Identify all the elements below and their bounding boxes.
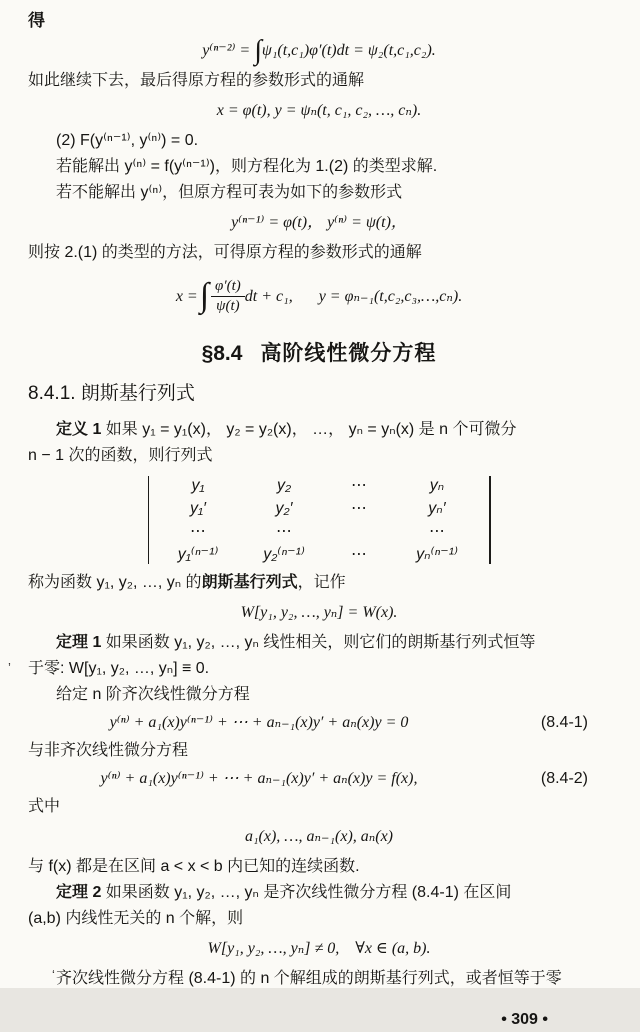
- paragraph-method: 则按 2.(1) 的类型的方法，可得原方程的参数形式的通解: [28, 244, 422, 261]
- det-cell: ⋯: [190, 523, 206, 540]
- definition-1-line1: [28, 417, 610, 442]
- theorem-1-text: 如果函数 y₁, y₂, …, yₙ 线性相关，则它们的朗斯基行列式恒等: [101, 634, 536, 651]
- equation-842: [28, 766, 610, 791]
- eq-int-rest: dt + c₁,: [244, 287, 293, 305]
- case2-heading: (2) F(y⁽ⁿ⁻¹⁾, y⁽ⁿ⁾) = 0.: [56, 132, 199, 149]
- equation-w-notation: W[y₁, y₂, …, yₙ] = W(x).: [240, 604, 398, 621]
- det-cell: ⋯: [429, 523, 445, 540]
- det-cell: y₁⁽ⁿ⁻¹⁾: [177, 546, 219, 563]
- equation-842-tag: (8.4-2): [540, 770, 588, 787]
- lead-word: 得: [28, 11, 45, 30]
- det-cell: y₂⁽ⁿ⁻¹⁾: [263, 546, 305, 563]
- section-heading: [28, 339, 610, 369]
- paragraph-final: 齐次线性微分方程 (8.4-1) 的 n 个解组成的朗斯基行列式，或者恒等于零: [56, 970, 562, 987]
- paragraph-unsolvable: 若不能解出 y⁽ⁿ⁾，但原方程可表为如下的参数形式: [56, 184, 403, 201]
- section-title-text: 高阶线性微分方程: [260, 342, 437, 365]
- det-cell: ⋯: [351, 500, 367, 517]
- theorem-2-line2: (a,b) 内线性无关的 n 个解，则: [28, 910, 244, 927]
- equation-w-nonzero: W[y₁, y₂, …, yₙ] ≠ 0, ∀x ∈ (a, b).: [207, 940, 431, 957]
- det-cell: yₙ′: [428, 500, 446, 517]
- page-number: • 309 •: [501, 1011, 548, 1028]
- eq-psi2-post: ψ₁(t,c₁)φ′(t)dt = ψ₂(t,c₁,c₂).: [261, 42, 436, 59]
- fraction: [211, 277, 245, 316]
- equation-coefficients: a₁(x), …, aₙ₋₁(x), aₙ(x): [244, 828, 394, 845]
- det-cell: yₙ⁽ⁿ⁻¹⁾: [416, 546, 458, 563]
- determinant-right-bar: [489, 476, 491, 564]
- paragraph-solvable: 若能解出 y⁽ⁿ⁾ = f(y⁽ⁿ⁻¹⁾)，则方程化为 1.(2) 的类型求解.: [56, 158, 438, 175]
- definition-1-label: 定义 1: [56, 421, 102, 438]
- determinant-grid: [155, 474, 483, 566]
- theorem-2-text: 如果函数 y₁, y₂, …, yₙ 是齐次线性微分方程 (8.4-1) 在区间: [101, 884, 512, 901]
- eq-psi2-pre: y⁽ⁿ⁻²⁾ =: [202, 42, 255, 59]
- determinant-left-bar: [148, 476, 150, 564]
- det-cell: ⋯: [276, 523, 292, 540]
- det-cell: y₁′: [189, 500, 207, 517]
- definition-1-line2: n − 1 次的函数，则行列式: [28, 447, 213, 464]
- called-post: ，记作: [297, 574, 346, 591]
- equation-integral-solution: x = ∫ $\frac{\varphi'(t)}{\psi(t)}$ dt + c₁, y = φₙ₋₁(t,c₂,c₃,…,cₙ).: [175, 277, 463, 314]
- determinant-body: [142, 474, 497, 566]
- subsection-heading: 8.4.1. 朗斯基行列式: [28, 383, 195, 404]
- section-number: §8.4: [201, 342, 243, 365]
- paragraph-continuous: 与 f(x) 都是在区间 a < x < b 内已知的连续函数.: [28, 858, 360, 875]
- equation-841-formula: y⁽ⁿ⁾ + a₁(x)y⁽ⁿ⁻¹⁾ + ⋯ + aₙ₋₁(x)y′ + aₙ(x)y = 0: [109, 714, 409, 731]
- paragraph-given-equation: 给定 n 阶齐次线性微分方程: [56, 686, 250, 703]
- det-cell: yₙ: [429, 477, 445, 494]
- equation-841: [28, 710, 610, 735]
- eq-int-lhs: x =: [175, 287, 198, 305]
- equation-psi2: [28, 35, 610, 66]
- called-pre: 称为函数 y₁, y₂, …, yₙ 的: [28, 574, 202, 591]
- det-cell: y₂′: [275, 500, 293, 517]
- fraction-denominator: ψ(t): [216, 297, 240, 314]
- det-cell: y₁: [191, 477, 205, 494]
- theorem-2-label: 定理 2: [56, 884, 102, 901]
- theorem-2-line1: [28, 880, 610, 905]
- det-cell: y₂: [276, 477, 292, 494]
- det-cell: ⋯: [351, 546, 367, 563]
- theorem-1-label: 定理 1: [56, 634, 102, 651]
- eq-int-second: y = φₙ₋₁(t,c₂,c₃,…,cₙ).: [318, 287, 463, 305]
- equation-841-tag: (8.4-1): [540, 714, 588, 731]
- equation-general-solution: x = φ(t), y = ψₙ(t, c₁, c₂, …, cₙ).: [216, 102, 422, 119]
- fraction-numerator: φ′(t): [211, 277, 245, 297]
- theorem-1-line1: [28, 630, 610, 655]
- wronskian-term: 朗斯基行列式: [201, 574, 298, 591]
- integral-sign: ∫: [254, 35, 262, 66]
- paragraph-continue: 如此继续下去，最后得原方程的参数形式的通解: [28, 72, 365, 89]
- theorem-1-line2: 于零: W[y₁, y₂, …, yₙ] ≡ 0.: [28, 660, 210, 677]
- equation-parametric: y⁽ⁿ⁻¹⁾ = φ(t)， y⁽ⁿ⁾ = ψ(t)，: [231, 214, 407, 231]
- det-cell: ⋯: [351, 477, 367, 494]
- paragraph-nonhomogeneous: 与非齐次线性微分方程: [28, 742, 189, 759]
- scan-artifact: ‘: [52, 967, 55, 982]
- paragraph-where: 式中: [28, 798, 61, 815]
- equation-842-formula: y⁽ⁿ⁾ + a₁(x)y⁽ⁿ⁻¹⁾ + ⋯ + aₙ₋₁(x)y′ + aₙ(x)y = f(x),: [100, 770, 418, 787]
- paragraph-called: [28, 570, 610, 595]
- wronskian-determinant: [28, 474, 610, 566]
- scan-artifact: ’: [8, 660, 11, 675]
- definition-1-text: 如果 y₁ = y₁(x)， y₂ = y₂(x)， …， yₙ = yₙ(x) 是 n 个可微分: [101, 421, 517, 438]
